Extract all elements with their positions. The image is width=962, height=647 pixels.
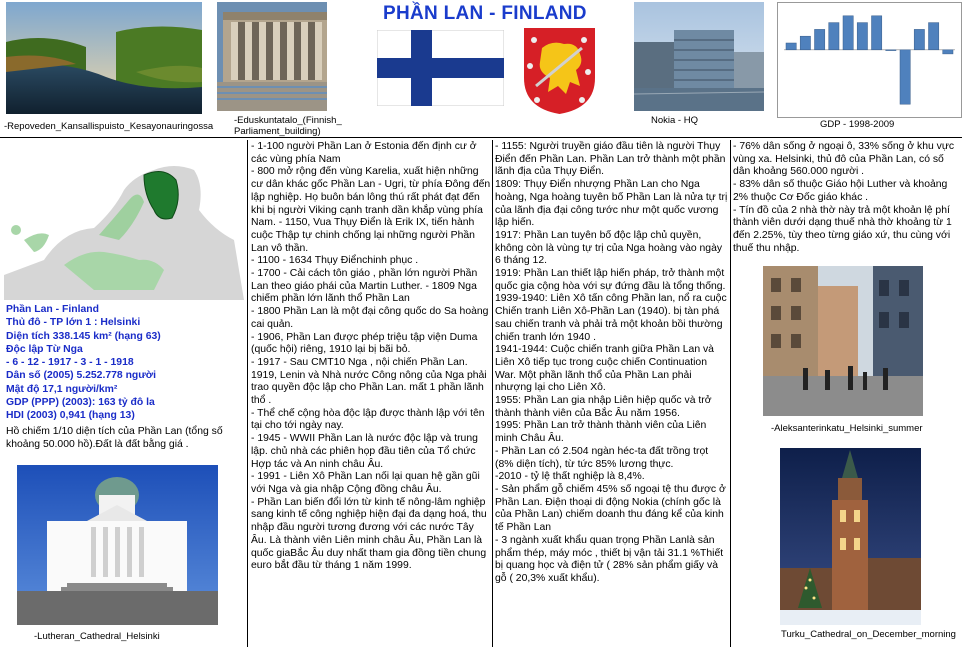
gdp-bar: [815, 29, 825, 49]
gdp-bar: [886, 50, 896, 51]
parliament-caption: -Eduskuntatalo_(Finnish_ Parliament_building): [234, 115, 342, 137]
gdp-bar: [786, 43, 796, 50]
fact-line: HDI (2003) 0,941 (hạng 13): [6, 410, 135, 422]
col2-paragraph: 1995: Phần Lan trở thành thành viên của Liên minh Châu Âu.: [495, 420, 707, 445]
gdp-bar: [872, 16, 882, 50]
fact-line: - 6 - 12 - 1917 - 3 - 1 - 1918: [6, 357, 134, 369]
fact-line: Mật độ 17,1 người/km²: [6, 383, 118, 395]
fact-line: GDP (PPP) (2003): 163 tỷ đô la: [6, 397, 155, 409]
aleksanterinkatu-photo: [763, 266, 923, 416]
turku-cathedral-photo: [780, 448, 921, 625]
col3-paragraph: - Tín đồ của 2 nhà thờ này trả một khoản lệ phí thành viên dưới dạng thuế nhà thờ khoảng từ 1 đến 2.25%, tùy theo từng giáo xứ, thu cùng với thuế thu nhập.: [733, 204, 952, 254]
nokia-hq-photo: [634, 2, 764, 111]
nokia-caption: Nokia - HQ: [651, 115, 698, 126]
fact-line: Phần Lan - Finland: [6, 304, 99, 315]
col2-paragraph: 1917: Phần Lan tuyên bố độc lập chủ quyền, không còn là vùng tự trị của Nga hoàng vào ngày 6 tháng 12.: [495, 229, 723, 267]
lake-note: Hồ chiếm 1/10 diện tích của Phần Lan (tổng số khoảng 50.000 hồ).Đất là đất bằng giá .: [6, 425, 223, 450]
col1-paragraph: - 1991 - Liên Xô Phần Lan nối lại quan hệ gần gũi với Nga và gia nhập Cộng đồng châu Âu.: [251, 471, 480, 495]
col2-paragraph: - Phần Lan có 2.504 ngàn héc-ta đất trồng trọt (8% diện tích), từ tức 85% lương thực.: [495, 445, 709, 470]
gdp-bar: [943, 50, 953, 54]
column-separator: [492, 140, 493, 647]
gdp-bar: [914, 29, 924, 49]
col3-paragraph: - 83% dân số thuộc Giáo hội Luther và khoảng 2% thuộc Cơ Đốc giáo khác .: [733, 179, 948, 203]
society-column-3: [733, 141, 961, 255]
parliament-photo: [217, 2, 327, 111]
col1-paragraph: - 800 mở rộng đến vùng Karelia, xuất hiện những cư dân khác gốc Phần Lan - Ugri, từ phía Đông đến lập nghiệp. Họ buôn bán lông thú rất phát đạt đến khi bị người Viking cạnh tranh dần khắp vùng phía Nam. - 1150, Vua Thụy Điển là Erik IX, tiến hành cuộc Thập tự chinh chống lại những người Phần Lan vô thần.: [251, 166, 491, 254]
top-divider: [0, 137, 962, 138]
col1-paragraph: - 1800 Phần Lan là một đại công quốc do Sa hoàng cai quản.: [251, 306, 489, 330]
fact-line: Diện tích 338.145 km² (hạng 63): [6, 330, 161, 342]
col1-paragraph: - 1100 - 1634 Thụy Điểnchinh phục .: [251, 255, 419, 267]
lake-caption: -Repoveden_Kansallispuisto_Kesayonauringossa: [4, 121, 214, 132]
gdp-bar: [929, 23, 939, 50]
europe-map: [4, 140, 244, 300]
col2-paragraph: 1939-1940: Liên Xô tấn công Phần lan, nổ ra cuộc Chiến tranh Liên Xô-Phần Lan (1940). bị tàn phá sau chiến tranh và phải trả một khoản bồi thường chiến tranh lớn 1940 .: [495, 293, 727, 343]
col1-paragraph: - Thể chế cộng hòa độc lập được thành lập với tên tại cho tới ngày nay.: [251, 407, 485, 432]
lake-photo: [6, 2, 202, 114]
gdp-bar: [843, 16, 853, 50]
gdp-caption: GDP - 1998-2009: [820, 119, 895, 130]
col1-paragraph: - 1945 - WWII Phần Lan là nước độc lập và trung lập. chủ nhà các phiên họp đầu tiên của Tổ chức Hợp tác và An ninh châu Âu.: [251, 433, 478, 470]
col1-paragraph: - 1-100 người Phần Lan ở Estonia đến định cư ở các vùng phía Nam: [251, 141, 477, 165]
history-column-2: [495, 141, 729, 586]
col2-paragraph: 1809: Thụy Điển nhượng Phần Lan cho Nga hoàng, Nga hoàng tuyên bố Phần Lan là nửa tự trị của lãnh địa đại công tước như một quốc vương lập hiến.: [495, 179, 728, 229]
column-separator: [247, 140, 248, 647]
aleksanterinkatu-caption: -Aleksanterinkatu_Helsinki_summer: [771, 423, 923, 434]
finland-flag: [377, 30, 504, 106]
col1-paragraph: - 1700 - Cải cách tôn giáo , phần lớn người Phần Lan theo giáo phái của Martin Luther. - 1809 Nga chiếm phần lớn lãnh thổ Phần Lan: [251, 268, 478, 305]
col2-paragraph: 1955: Phần Lan gia nhập Liên hiệp quốc và trở thành thành viên của Bắc Âu năm 1956.: [495, 395, 712, 419]
history-column-1: [251, 141, 491, 573]
col2-paragraph: - 1155: Người truyền giáo đầu tiên là người Thụy Điển đến Phần Lan. Phần Lan trở thành một phần lãnh địa của Thụy Điển.: [495, 141, 726, 178]
coat-of-arms-icon: [522, 26, 597, 116]
col2-paragraph: 1919: Phần Lan thiết lập hiến pháp, trở thành một quốc gia cộng hòa với sự đứng đầu là tổng thống.: [495, 268, 726, 292]
col1-paragraph: - 1917 - Sau CMT10 Nga , nội chiến Phần Lan. 1919, Lenin và Nhà nước Công nông của Nga phải trao quyền độc lập cho Phần Lan. mất 1 phần lãnh thổ .: [251, 356, 487, 407]
gdp-bar: [829, 23, 839, 50]
col3-paragraph: - 76% dân sống ở ngoại ô, 33% sống ở khu vực vùng xa. Helsinki, thủ đô của Phần Lan, có số dân khoảng 560.000 người .: [733, 141, 955, 178]
gdp-bar: [900, 50, 910, 104]
gdp-chart: [777, 2, 962, 118]
col2-paragraph: 1941-1944: Cuộc chiến tranh giữa Phần Lan và Liên Xô tiếp tục trong cuộc chiến Continuation War. Một phần lãnh thổ của Phần Lan phải nhượng lại cho Liên Xô.: [495, 344, 714, 394]
column-separator: [730, 140, 731, 647]
turku-cathedral-caption: Turku_Cathedral_on_December_morning: [781, 629, 956, 640]
gdp-bar: [857, 23, 867, 50]
col1-paragraph: - Phần Lan biến đổi lớn từ kinh tế nông-lâm nghiệp sang kinh tế công nghiệp hiện đại đa dạng hoá, thu nhập đầu người tương đương với các nước Tây Âu. Là thành viên Liên minh châu Âu, Phần Lan là quốc giaBắc Âu duy nhất tham gia đồng tiền chung euro bắt đầu từ tháng 1 năm 1999.: [251, 496, 487, 572]
fact-line: Dân số (2005) 5.252.778 người: [6, 370, 157, 382]
page-title: PHẦN LAN - FINLAND: [383, 3, 587, 24]
col2-paragraph: - 3 ngành xuất khẩu quan trọng Phần Lanlà sản phẩm thép, máy móc , thiết bị vận tải 31.1 %Thiết bị quang học và điện tử ( 28% sản phẩm giấy và gỗ ( 20,3% xuất khẩu).: [495, 534, 724, 584]
gdp-bar: [800, 36, 810, 50]
facts-block: [6, 303, 244, 451]
fact-line: Độc lập Từ Nga: [6, 343, 83, 355]
col2-paragraph: - Sản phẩm gỗ chiếm 45% số ngoại tệ thu được ở Phần Lan. Điện thoại di động Nokia (chính gốc là của Phần Lan) chiếm doanh thu đáng kể của kinh tế Phần Lan: [495, 483, 726, 534]
lutheran-cathedral-photo: [17, 465, 218, 625]
lutheran-cathedral-caption: -Lutheran_Cathedral_Helsinki: [34, 631, 160, 642]
fact-line: Thủ đô - TP lớn 1 : Helsinki: [6, 317, 141, 329]
col2-paragraph: -2010 - tỷ lệ thất nghiệp là 8,4%.: [495, 471, 645, 483]
col1-paragraph: - 1906, Phần Lan được phép triệu tập viện Duma (quốc hội) riêng, 1910 lại bị bãi bỏ.: [251, 331, 478, 356]
